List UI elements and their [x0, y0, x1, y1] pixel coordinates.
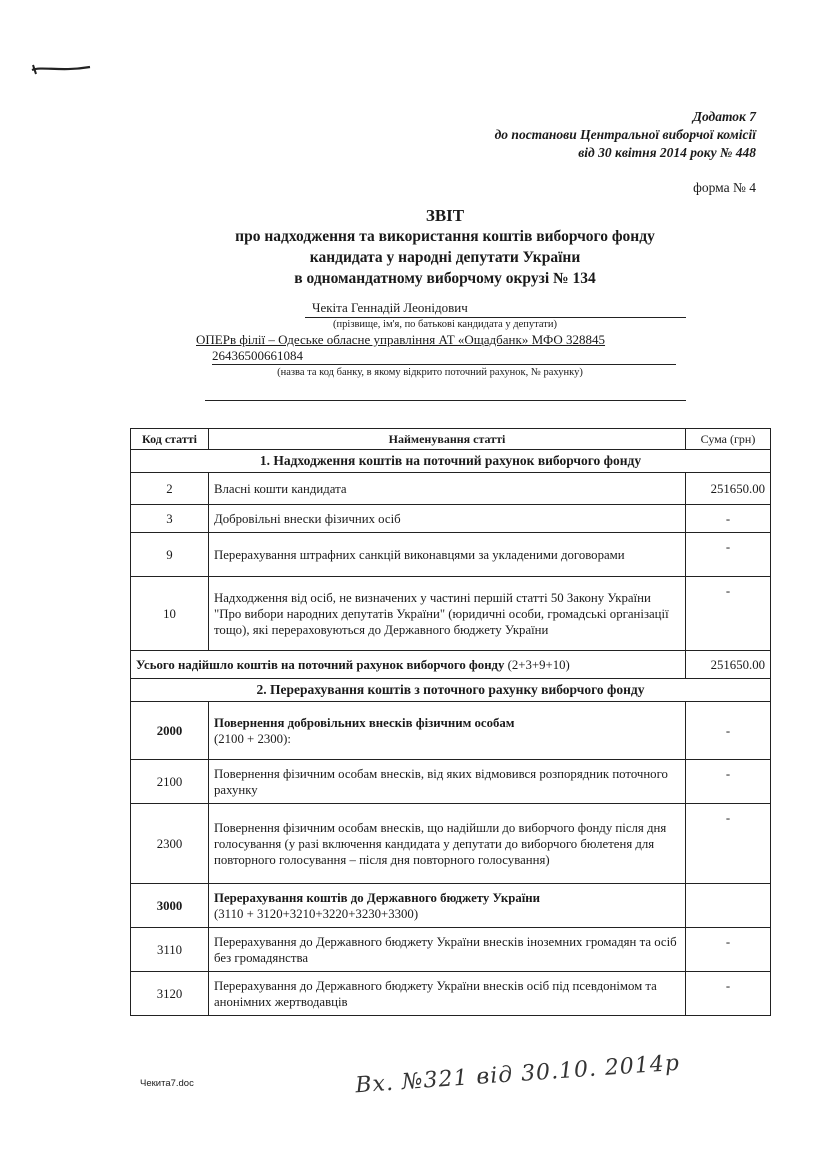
table-row [131, 804, 771, 884]
row-code: 9 [131, 533, 209, 577]
header-sum: Сума (грн) [686, 429, 771, 450]
table-row [131, 505, 771, 533]
row-name-bold: Повернення добровільних внесків фізичним особам [214, 715, 515, 730]
bank-account: 26436500661084 [212, 348, 303, 363]
report-title-line-4: в одномандатному виборчому окрузі № 134 [294, 270, 596, 287]
row-code: 2100 [131, 760, 209, 804]
row-code: 3120 [131, 972, 209, 1016]
extra-underline [205, 400, 686, 401]
table-row [131, 928, 771, 972]
table-row [131, 473, 771, 505]
bank-name: ОПЕРв філії – Одеське обласне управління АТ «Ощадбанк» МФО 328845 [196, 332, 606, 347]
row-sum [686, 884, 771, 928]
row-name: Повернення фізичним особам внесків, що надійшли до виборчого фонду після дня голосування (у разі включення кандидата у депутати до виборчого бюлетеня для повторного голосування – після дня повторного голосування) [209, 804, 686, 884]
table-row [131, 702, 771, 760]
section-1-title: 1. Надходження коштів на поточний рахунок виборчого фонду [131, 450, 771, 473]
row-name: Перерахування штрафних санкцій виконавцями за укладеними договорами [209, 533, 686, 577]
file-name: Чекита7.doc [140, 1078, 194, 1089]
bank-account-underline [212, 364, 676, 365]
row-name: Власні кошти кандидата [209, 473, 686, 505]
row-code: 2000 [131, 702, 209, 760]
total-label-formula: (2+3+9+10) [507, 657, 570, 672]
total-label-bold: Усього надійшло коштів на поточний рахунок виборчого фонду [136, 657, 505, 672]
section-row [131, 679, 771, 702]
form-number: форма № 4 [693, 180, 756, 195]
table-header-row [131, 429, 771, 450]
header-name: Найменування статті [209, 429, 686, 450]
row-sum: - [686, 702, 771, 760]
header-code: Код статті [131, 429, 209, 450]
row-code: 2300 [131, 804, 209, 884]
table-row [131, 884, 771, 928]
row-sum: - [686, 533, 771, 577]
table-row [131, 533, 771, 577]
table-row [131, 972, 771, 1016]
report-table [130, 428, 771, 1016]
row-code: 3000 [131, 884, 209, 928]
row-name-bold: Перерахування коштів до Державного бюджету України [214, 890, 541, 905]
total-row [131, 651, 771, 679]
row-code: 2 [131, 473, 209, 505]
row-name: Перерахування до Державного бюджету України внесків іноземних громадян та осіб без громадянства [209, 928, 686, 972]
handwritten-registration-note: Вх. №321 від 30.10. 2014р [354, 1050, 681, 1099]
report-title-line-1: ЗВІТ [425, 206, 465, 225]
row-name: Добровільні внески фізичних осіб [209, 505, 686, 533]
appendix-line-1: Додаток 7 [692, 109, 756, 124]
row-name [209, 702, 686, 760]
total-sum: 251650.00 [686, 651, 771, 679]
row-name: Надходження від осіб, не визначених у частині першій статті 50 Закону України "Про вибори народних депутатів України" (юридичні особи, громадські організації тощо), які перераховуються до Державного бюджету України [209, 577, 686, 651]
report-title [150, 205, 740, 289]
appendix-header [495, 108, 756, 162]
table-row [131, 760, 771, 804]
candidate-name: Чекіта Геннадій Леонідович [312, 300, 468, 315]
row-name-formula: (3110 + 3120+3210+3220+3230+3300) [214, 906, 419, 921]
bank-caption: (назва та код банку, в якому відкрито поточний рахунок, № рахунку) [277, 367, 583, 378]
row-name: Перерахування до Державного бюджету України внесків осіб під псевдонімом та анонімних жертводавців [209, 972, 686, 1016]
candidate-name-underline [305, 317, 686, 318]
candidate-name-caption: (прізвище, ім'я, по батькові кандидата у депутати) [333, 319, 557, 330]
report-title-line-3: кандидата у народні депутати України [309, 249, 581, 266]
appendix-line-3: від 30 квітня 2014 року № 448 [578, 145, 756, 160]
row-name-formula: (2100 + 2300): [214, 731, 291, 746]
report-title-line-2: про надходження та використання коштів виборчого фонду [235, 228, 655, 245]
row-name: Повернення фізичним особам внесків, від яких відмовився розпорядник поточного рахунку [209, 760, 686, 804]
row-sum: - [686, 577, 771, 651]
appendix-line-2: до постанови Центральної виборчої комісії [494, 127, 756, 142]
row-code: 10 [131, 577, 209, 651]
row-code: 3110 [131, 928, 209, 972]
row-sum: - [686, 972, 771, 1016]
row-sum: - [686, 505, 771, 533]
total-label [131, 651, 686, 679]
section-2-title: 2. Перерахування коштів з поточного рахунку виборчого фонду [131, 679, 771, 702]
row-sum: - [686, 804, 771, 884]
row-code: 3 [131, 505, 209, 533]
row-sum: - [686, 928, 771, 972]
pen-mark-icon [30, 62, 92, 76]
row-sum: - [686, 760, 771, 804]
row-name [209, 884, 686, 928]
row-sum: 251650.00 [686, 473, 771, 505]
section-row [131, 450, 771, 473]
table-row [131, 577, 771, 651]
